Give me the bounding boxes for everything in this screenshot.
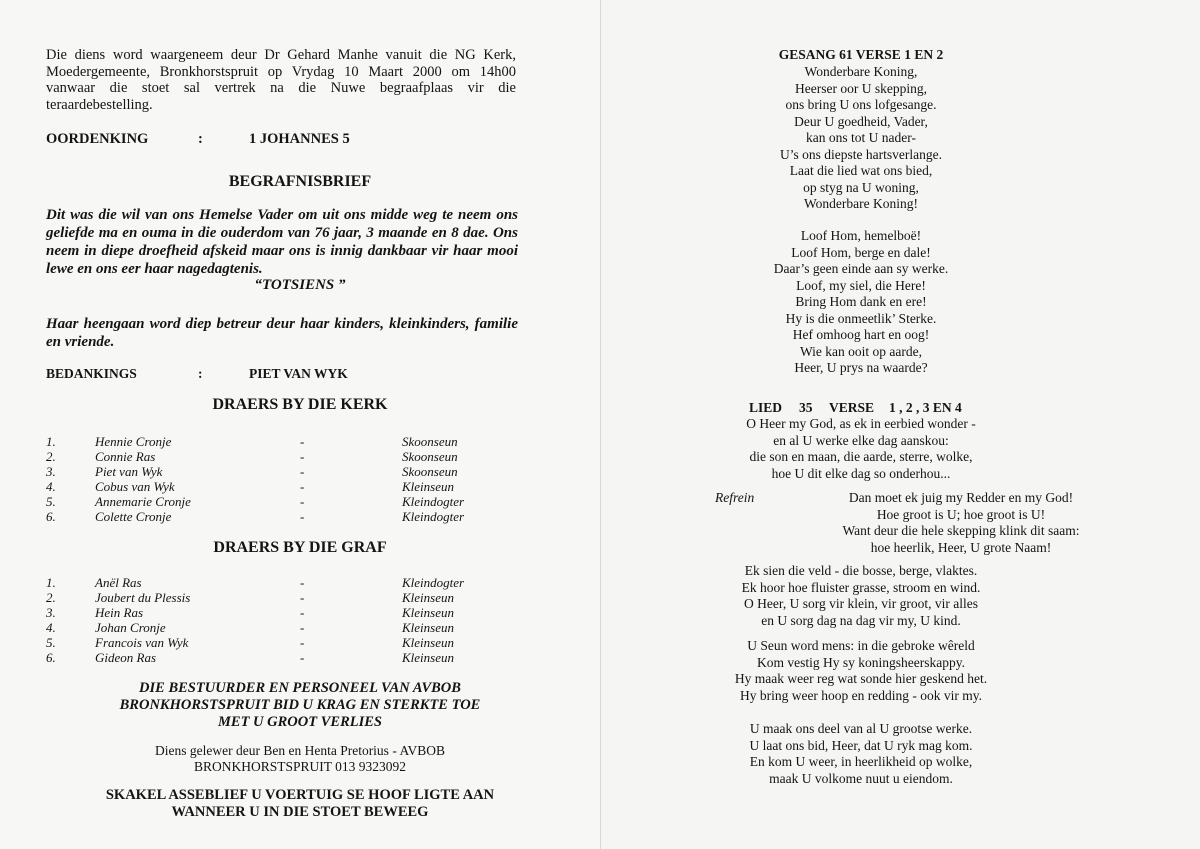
- verse-line: op styg na U woning,: [803, 179, 919, 195]
- verse-line: Daar’s geen einde aan sy werke.: [773, 261, 949, 276]
- begrafnisbrief-title: BEGRAFNISBRIEF: [228, 173, 372, 190]
- avbob-condolence: [0, 680, 600, 731]
- verse-line: O Heer my God, as ek in eerbied wonder -: [746, 416, 976, 431]
- lied-verse-3: [551, 638, 1171, 704]
- notice-line: SKAKEL ASSEBLIEF U VOERTUIG SE HOOF LIGTE AAN: [105, 787, 495, 803]
- avbob-line: BRONKHORSTSPRUIT BID U KRAG EN STERKTE TOE: [119, 697, 481, 713]
- verse-line: Wie kan ooit op aarde,: [799, 343, 923, 359]
- right-page: [600, 0, 1200, 849]
- verse-line: en U sorg dag na dag vir my, U kind.: [761, 612, 961, 628]
- lied-verse-2: [551, 563, 1171, 629]
- kerk-bearers-title: DRAERS BY DIE KERK: [212, 396, 388, 413]
- list-item: 1. Anël Ras - Kleindogter: [46, 575, 465, 590]
- heengaan-text: Haar heengaan word diep betreur deur haar kinders, kleinkinders, familie en vriende.: [46, 316, 518, 350]
- verse-line: Hef omhoog hart en oog!: [792, 327, 930, 342]
- verse-line: Loof Hom, hemelboë!: [800, 228, 922, 243]
- verse-line: U Seun word mens: in die gebroke wêreld: [747, 638, 975, 653]
- verse-line: kan ons tot U nader-: [806, 130, 916, 145]
- refrein-label: Refrein: [715, 490, 755, 505]
- gesang-verse-2: [551, 228, 1171, 377]
- verse-line: Bring Hom dank en ere!: [795, 294, 927, 309]
- list-item: 3. Piet van Wyk - Skoonseun: [46, 464, 458, 479]
- verse-line: Wonderbare Koning,: [804, 64, 918, 79]
- verse-line: U laat ons bid, Heer, dat U ryk mag kom.: [749, 737, 973, 753]
- verse-line: Kom vestig Hy sy koningsheerskappy.: [757, 654, 965, 670]
- verse-line: Ek sien die veld - die bosse, berge, vlaktes.: [744, 563, 978, 578]
- verse-line: Laat die lied wat ons bied,: [789, 163, 933, 178]
- verse-line: Hy is die onmeetlik’ Sterke.: [785, 310, 937, 326]
- list-item: 2. Connie Ras - Skoonseun: [46, 449, 458, 464]
- begrafnisbrief-text: Dit was die wil van ons Hemelse Vader om uit ons midde weg te neem ons geliefde ma en ouma in die ouderdom van 76 jaar, 3 maande en 8 dae. Ons neem in diepe droefheid afskeid maar ons is innig dankbaar vir haar mooi lewe en ons eer haar nagedagtenis.: [46, 207, 518, 277]
- avbob-line: MET U GROOT VERLIES: [218, 714, 382, 730]
- bedankings-value: PIET VAN WYK: [249, 366, 348, 381]
- verse-line: U’s ons diepste hartsverlange.: [780, 146, 942, 162]
- verse-line: ons bring U ons lofgesange.: [785, 97, 937, 112]
- list-item: 4. Cobus van Wyk - Kleinseun: [46, 479, 454, 494]
- avbob-line: DIE BESTUURDER EN PERSONEEL VAN AVBOB: [139, 680, 461, 696]
- verse-line: Deur U goedheid, Vader,: [794, 113, 928, 129]
- service-intro: Die diens word waargeneem deur Dr Gehard Manhe vanuit die NG Kerk, Moedergemeente, Bronkhorstspruit op Vrydag 10 Maart 2000 om 14h00 vanwaar die stoet sal vertrek na die Nuwe begraafplaas vir die teraardebestelling.: [46, 47, 516, 113]
- list-item: 3. Hein Ras - Kleinseun: [46, 605, 454, 620]
- verse-line: die son en maan, die aarde, sterre, wolke,: [749, 449, 973, 464]
- list-item: 5. Francois van Wyk - Kleinseun: [46, 635, 454, 650]
- graf-bearers-list: [0, 575, 600, 665]
- verse-line: en al U werke elke dag aanskou:: [773, 432, 949, 448]
- bedankings-label: BEDANKINGS: [46, 366, 137, 381]
- undertaker-line: Diens gelewer deur Ben en Henta Pretorius - AVBOB: [155, 743, 445, 758]
- gesang-verse-1: [551, 64, 1171, 213]
- bedankings-colon: :: [198, 366, 203, 381]
- undertaker-phone: BRONKHORSTSPRUIT 013 9323092: [193, 759, 407, 774]
- verse-line: Dan moet ek juig my Redder en my God!: [848, 490, 1074, 505]
- list-item: 1. Hennie Cronje - Skoonseun: [46, 434, 458, 449]
- verse-line: Ek hoor hoe fluister grasse, stroom en wind.: [741, 579, 981, 595]
- verse-line: Heer, U prys na waarde?: [794, 360, 928, 375]
- totsiens-text: “TOTSIENS ”: [254, 277, 346, 293]
- verse-line: Hoe groot is U; hoe groot is U!: [876, 506, 1046, 522]
- headlights-notice: [0, 787, 600, 821]
- verse-line: hoe U dit elke dag so onderhou...: [771, 465, 951, 481]
- kerk-bearers-list: [0, 434, 600, 524]
- list-item: 6. Gideon Ras - Kleinseun: [46, 650, 454, 665]
- verse-line: U maak ons deel van al U grootse werke.: [749, 721, 973, 736]
- verse-line: maak U volkome nuut u eiendom.: [769, 770, 953, 786]
- verse-line: En kom U weer, in heerlikheid op wolke,: [749, 754, 973, 769]
- list-item: 2. Joubert du Plessis - Kleinseun: [46, 590, 454, 605]
- verse-line: Hy maak weer reg wat sonde hier geskend het.: [734, 671, 988, 686]
- verse-line: Want deur die hele skepping klink dit saam:: [842, 523, 1080, 538]
- notice-line: WANNEER U IN DIE STOET BEWEEG: [171, 804, 429, 820]
- lied-label: LIED: [749, 400, 783, 415]
- list-item: 4. Johan Cronje - Kleinseun: [46, 620, 454, 635]
- refrein-text: [711, 490, 1200, 556]
- verse-line: O Heer, U sorg vir klein, vir groot, vir alles: [744, 596, 978, 611]
- list-item: 5. Annemarie Cronje - Kleindogter: [46, 494, 465, 509]
- lied-verse-label: VERSE: [829, 400, 875, 415]
- list-item: 6. Colette Cronje - Kleindogter: [46, 509, 465, 524]
- lied-verse-1: [551, 416, 1171, 482]
- lied-number: 35: [799, 400, 813, 415]
- verse-line: Heerser oor U skepping,: [795, 80, 927, 96]
- verse-line: Wonderbare Koning!: [804, 196, 918, 211]
- graf-bearers-title: DRAERS BY DIE GRAF: [213, 539, 387, 556]
- verse-line: Loof Hom, berge en dale!: [791, 244, 931, 260]
- verse-line: hoe heerlik, Heer, U grote Naam!: [870, 539, 1052, 555]
- oordenking-colon: :: [198, 131, 203, 147]
- lied-verse-4: [551, 721, 1171, 787]
- lied-verse-numbers: 1 , 2 , 3 EN 4: [889, 400, 962, 415]
- undertaker-info: [0, 743, 600, 775]
- gesang-title: GESANG 61 VERSE 1 EN 2: [778, 47, 944, 62]
- verse-line: Loof, my siel, die Here!: [796, 277, 926, 293]
- verse-line: Hy bring weer hoop en redding - ook vir my.: [739, 687, 983, 703]
- oordenking-label: OORDENKING: [46, 131, 149, 147]
- oordenking-value: 1 JOHANNES 5: [249, 131, 350, 147]
